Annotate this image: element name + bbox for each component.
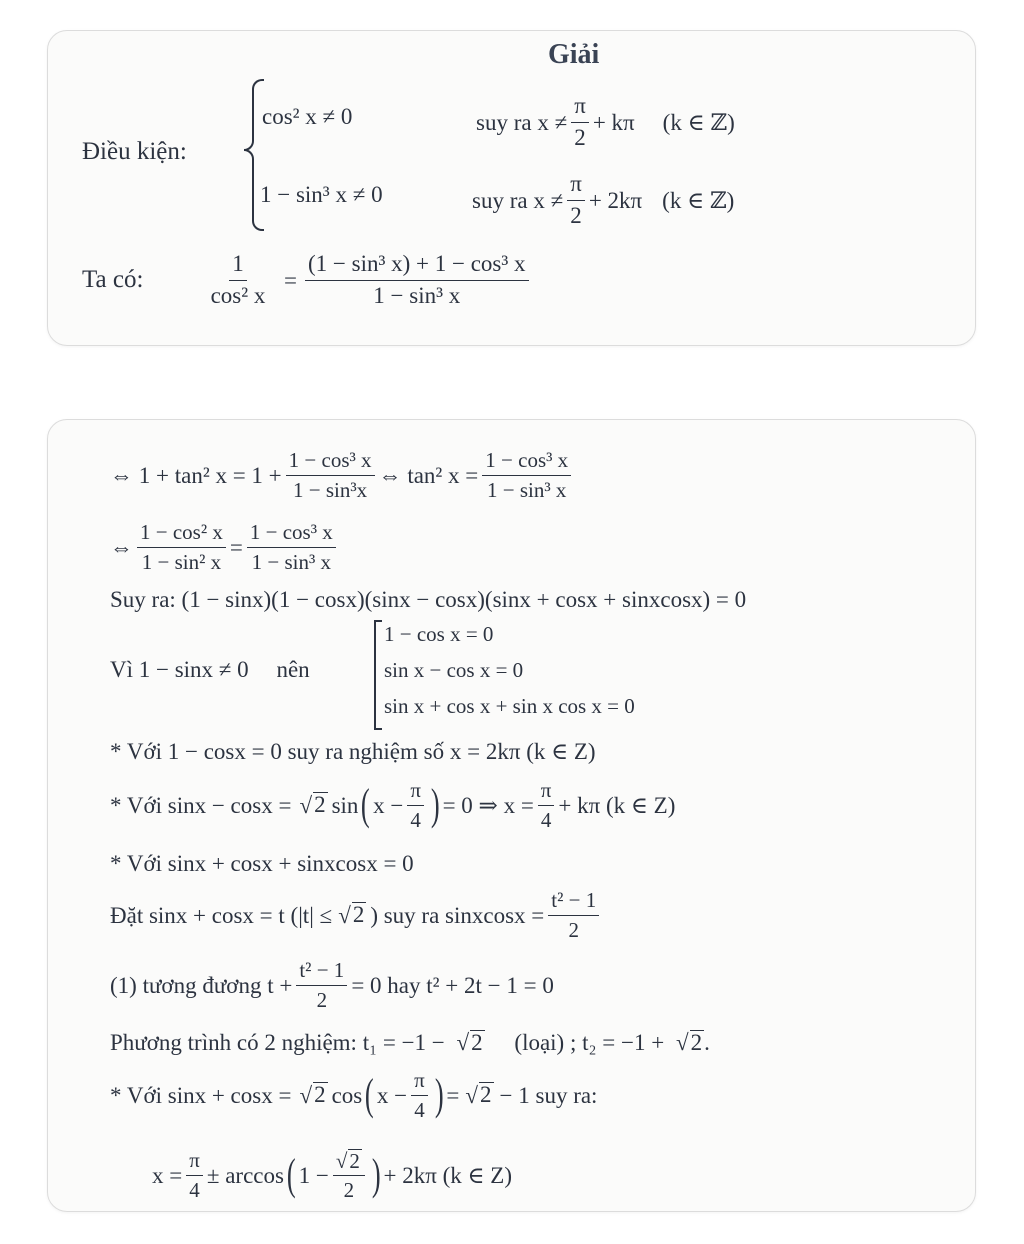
condition-label: Điều kiện: xyxy=(82,138,187,165)
taco-equation: $\frac{1}{\text{cos² x}}$ = $\frac{\text{(1 − sin³ x) + 1 − cos³ x}}{\text{1 − sin³ x}}$ xyxy=(196,245,533,315)
line-12: x = $\frac{\pi}{4}$ ± arccos ( 1 − $\frac{√2}{2}$ ) + 2kπ (k ∈ Z) xyxy=(152,1148,513,1202)
condition-2-lhs: 1 − sin³ x ≠ 0 xyxy=(260,182,383,207)
fraction-rhs: $\frac{\text{(1 − sin³ x) + 1 − cos³ x}}{\text{1 − sin³ x}}$ xyxy=(305,252,529,307)
heading-giai: Giải xyxy=(548,39,600,70)
line-9: (1) tương đương t + $\frac{\text{t² − 1}}{2}$ = 0 hay t² + 2t − 1 = 0 xyxy=(110,958,554,1012)
line-2: ⇔ $\frac{\text{1 − cos² x}}{\text{1 − sin² x}}$ = $\frac{\text{1 − cos³ x}}{\text{1 − sin³ x}}$ xyxy=(110,512,340,582)
case-3: sin x + cos x + sin x cos x = 0 xyxy=(384,694,635,718)
solution-header-card xyxy=(47,30,976,346)
fraction-1-over-cos2: $\frac{1}{\text{cos² x}}$ xyxy=(210,251,266,308)
fraction: $\frac{\text{1 − cos³ x}}{\text{1 − sin³ x}}$ xyxy=(247,521,336,572)
case-1: 1 − cos x = 0 xyxy=(384,622,494,646)
line-1: ⇔ 1 + tan² x = 1 + $\frac{\text{1 − cos³ x}}{\text{1 − sin³x}}$ ⇔ tan² x = $\frac{\text{1 − cos³ x}}{\text{1 − sin³ x}}$ xyxy=(110,440,575,510)
case-bracket xyxy=(374,620,382,730)
fraction-pi-over-2: $\frac{\pi}{2}$ xyxy=(567,172,585,227)
fraction-pi-over-2: $\frac{\pi}{2}$ xyxy=(571,94,589,149)
line-4-vi: Vì 1 − sinx ≠ 0 nên xyxy=(110,657,310,682)
fraction-pi-over-4: $\frac{\pi}{4}$ xyxy=(411,1069,428,1120)
line-6: * Với sinx − cosx = √ 2 sin ( x − $\frac{\pi}{4}$ ) = 0 ⇒ x = $\frac{\pi}{4}$ + kπ (k ∈ Z) xyxy=(110,778,676,832)
fraction-pi-over-4: $\frac{\pi}{4}$ xyxy=(538,779,555,830)
line-3-suy-ra: Suy ra: (1 − sinx)(1 − cosx)(sinx − cosx)(sinx + cosx + sinxcosx) = 0 xyxy=(110,587,747,612)
condition-2-rhs: suy ra x ≠ $\frac{\pi}{2}$ + 2kπ (k ∈ ℤ) xyxy=(472,171,735,228)
fraction-t2-1-over-2: $\frac{\text{t² − 1}}{2}$ xyxy=(296,959,347,1010)
condition-1-rhs: suy ra x ≠ $\frac{\pi}{2}$ + kπ (k ∈ ℤ) xyxy=(476,93,735,150)
line-5: * Với 1 − cosx = 0 suy ra nghiệm số x = 2kπ (k ∈ Z) xyxy=(110,739,596,764)
line-7: * Với sinx + cosx + sinxcosx = 0 xyxy=(110,851,414,876)
condition-1-lhs: cos² x ≠ 0 xyxy=(262,104,353,129)
fraction-t2-1-over-2: $\frac{\text{t² − 1}}{2}$ xyxy=(548,889,599,940)
line-11: * Với sinx + cosx = √ 2 cos ( x − $\frac{\pi}{4}$ ) = √ 2 − 1 suy ra: xyxy=(110,1068,598,1122)
case-2: sin x − cos x = 0 xyxy=(384,658,524,682)
solution-body-card xyxy=(47,419,976,1212)
line-10: Phương trình có 2 nghiệm: t₁ = −1 − √2 (loại) ; t₂ = −1 + √2. xyxy=(110,1030,710,1055)
fraction: $\frac{\text{1 − cos² x}}{\text{1 − sin² x}}$ xyxy=(137,521,226,572)
fraction-sqrt2-over-2: $\frac{√2}{2}$ xyxy=(333,1149,365,1201)
fraction: $\frac{\text{1 − cos³ x}}{\text{1 − sin³x}}$ xyxy=(286,449,375,500)
line-8: Đặt sinx + cosx = t (|t| ≤ √ 2 ) suy ra sinxcosx = $\frac{\text{t² − 1}}{2}$ xyxy=(110,882,603,948)
fraction-pi-over-4: $\frac{\pi}{4}$ xyxy=(407,779,424,830)
fraction-pi-over-4: $\frac{\pi}{4}$ xyxy=(186,1149,203,1200)
taco-label: Ta có: xyxy=(82,266,144,293)
fraction: $\frac{\text{1 − cos³ x}}{\text{1 − sin³ x}}$ xyxy=(482,449,571,500)
